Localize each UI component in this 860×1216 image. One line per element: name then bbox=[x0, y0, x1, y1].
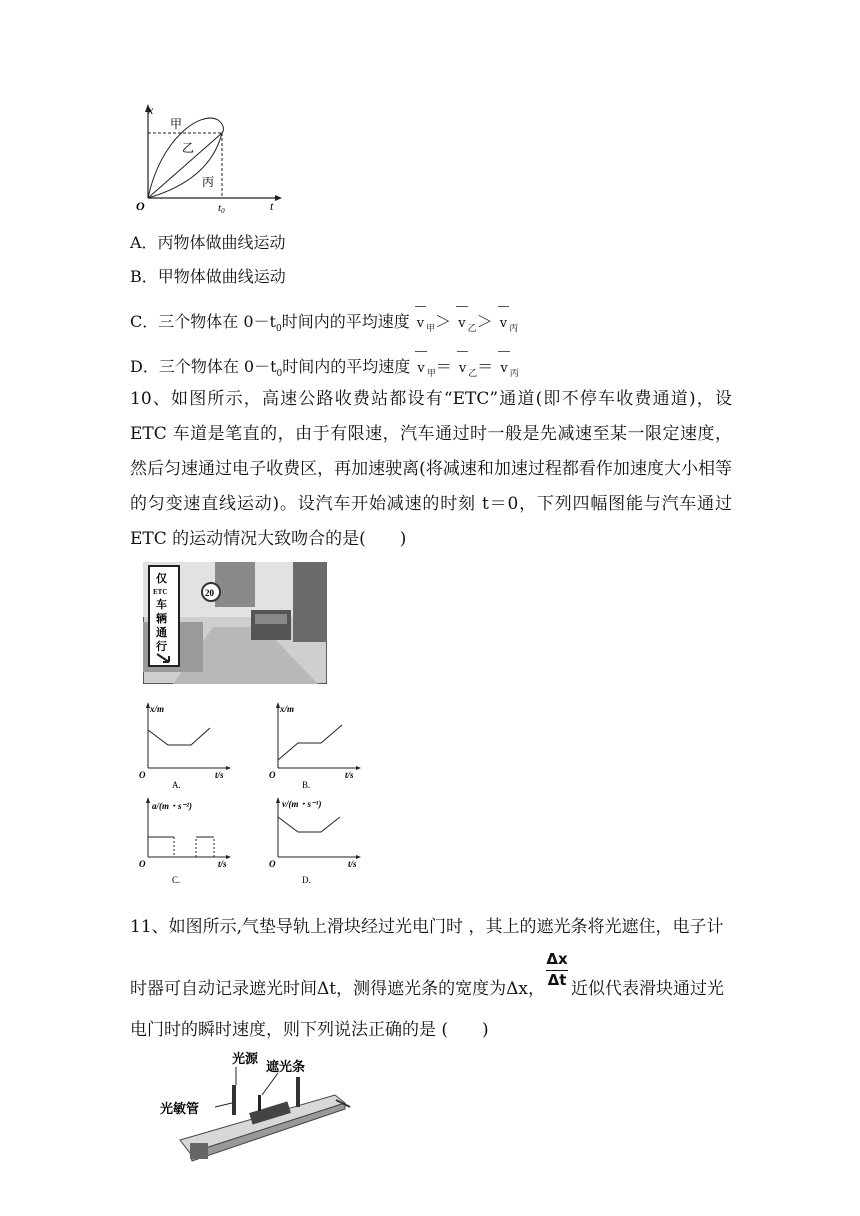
graph-d-ylabel: v/(m・s⁻¹) bbox=[282, 799, 322, 809]
sign-char-5: 行 bbox=[156, 641, 167, 653]
sign-char-3: 辆 bbox=[156, 613, 167, 625]
graph-b-xlabel: t/s bbox=[345, 770, 354, 780]
graph-a-caption: A. bbox=[172, 780, 181, 790]
t0-label: t0 bbox=[218, 202, 225, 215]
fraction-numerator: Δx bbox=[546, 950, 568, 968]
sign-char-0: 仅 bbox=[156, 573, 167, 585]
xt-graph-figure bbox=[130, 100, 285, 215]
graph-a-ylabel: x/m bbox=[150, 704, 165, 714]
curve-label-bing: 丙 bbox=[202, 175, 215, 189]
graph-c-origin: O bbox=[139, 859, 146, 869]
curve-label-jia: 甲 bbox=[170, 117, 183, 131]
option-a: A．丙物体做曲线运动 bbox=[130, 233, 286, 252]
question-11-line1: 11、如图所示,气垫导轨上滑块经过光电门时 ，其上的遮光条将光遮住，电子计 bbox=[130, 917, 724, 937]
option-b: B．甲物体做曲线运动 bbox=[130, 267, 286, 286]
option-d: D．三个物体在 $0-t_0$时间内的平均速度 v $_甲$＝ v $_乙$＝ v $_丙$ bbox=[130, 357, 519, 379]
label-light-source: 光源 bbox=[232, 1051, 259, 1066]
graph-c bbox=[136, 795, 246, 887]
graph-a-origin: O bbox=[139, 770, 146, 780]
y-axis-label: x bbox=[148, 103, 154, 117]
graph-d-xlabel: t/s bbox=[348, 859, 357, 869]
air-track-figure bbox=[160, 1045, 360, 1165]
graph-b-origin: O bbox=[269, 770, 276, 780]
sign-char-1: ETC bbox=[153, 588, 168, 596]
graph-c-xlabel: t/s bbox=[218, 859, 227, 869]
label-shade-strip: 遮光条 bbox=[266, 1059, 306, 1074]
speed-limit-sign: 20 bbox=[205, 588, 214, 598]
question-11-line3: 电门时的瞬时速度，则下列说法正确的是 ( ) bbox=[130, 1020, 489, 1040]
graph-a bbox=[136, 700, 236, 792]
etc-photo bbox=[143, 562, 327, 684]
question-11-line2: 时器可自动记录遮光时间Δt，测得遮光条的宽度为Δx， 近似代表滑块通过光 bbox=[130, 979, 724, 999]
graph-b-caption: B. bbox=[302, 780, 311, 790]
graph-b bbox=[266, 700, 366, 792]
graph-d bbox=[266, 795, 376, 887]
fraction-denominator: Δt bbox=[547, 971, 567, 989]
x-axis-label: t bbox=[270, 199, 274, 213]
origin-label: O bbox=[136, 199, 145, 213]
question-10-text: 10、如图所示，高速公路收费站都设有“ETC”通道(即不停车收费通道)，设 ETC 车道是笔直的，由于有限速，汽车通过时一般是先减速至某一限定速度，然后匀速通过电子收费区，再加速驶离(将减速和加速过程都看作加速度大小相等的匀变速直线运动)。设汽车开始减速的时刻 t＝0，下列四幅图能与汽车通过 ETC 的运动情况大致吻合的是( ) bbox=[130, 389, 732, 549]
curve-label-yi: 乙 bbox=[182, 141, 195, 155]
graph-c-ylabel: a/(m・s⁻²) bbox=[152, 801, 192, 811]
graph-d-caption: D. bbox=[302, 875, 311, 885]
graph-b-ylabel: x/m bbox=[280, 704, 295, 714]
option-c: C．三个物体在 $0-t_0$时间内的平均速度 v $_甲$＞ v $_乙$＞ v $_丙$ bbox=[130, 312, 519, 334]
graph-c-caption: C. bbox=[172, 875, 181, 885]
sign-char-2: 车 bbox=[156, 599, 167, 611]
graph-d-origin: O bbox=[269, 859, 276, 869]
label-photo-tube: 光敏管 bbox=[160, 1101, 200, 1116]
sign-char-4: 通 bbox=[156, 627, 167, 639]
graph-a-xlabel: t/s bbox=[215, 770, 224, 780]
